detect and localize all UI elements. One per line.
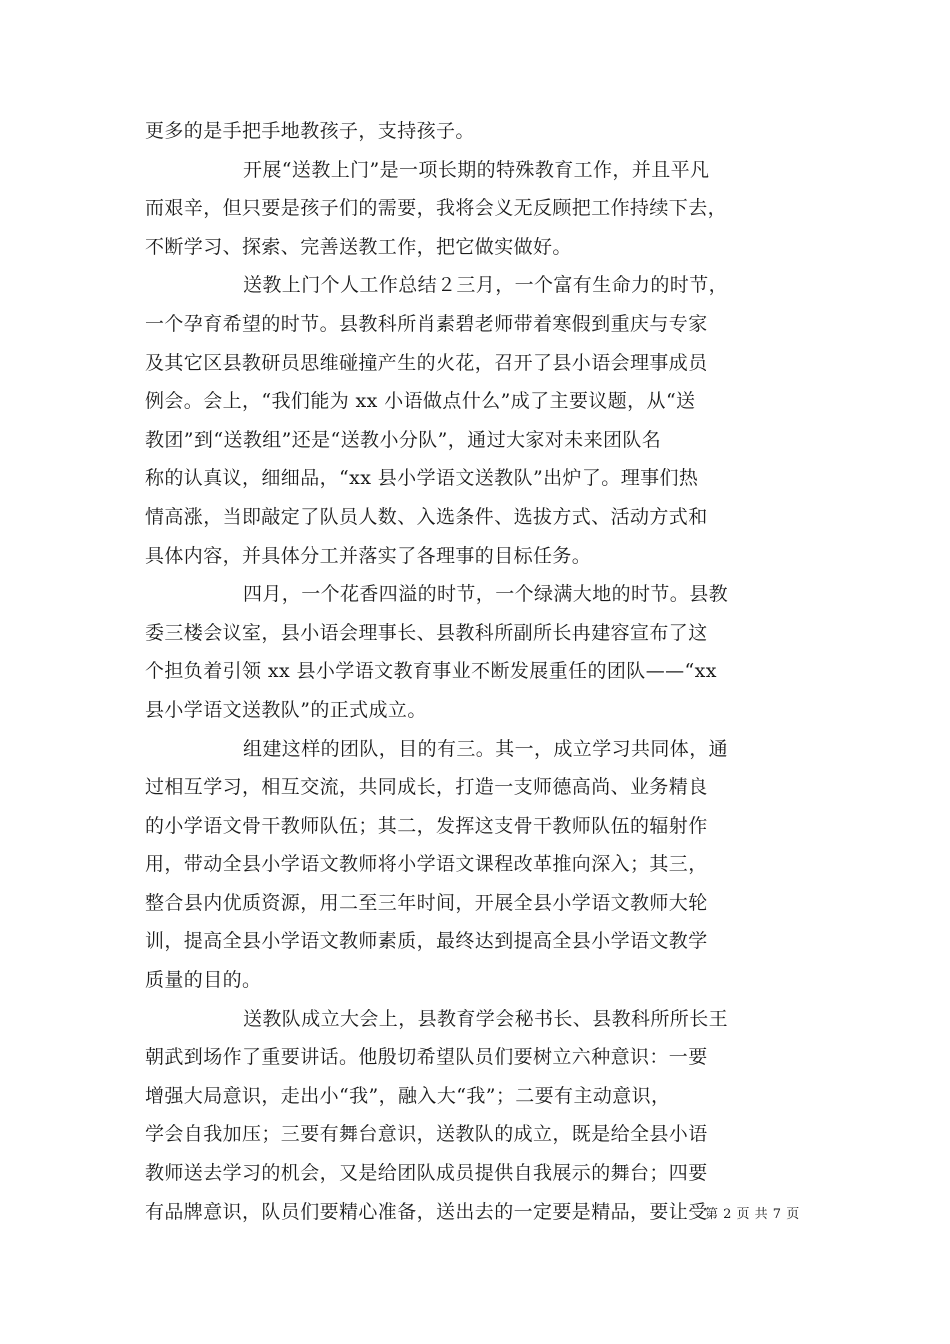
text-line: 过相互学习，相互交流，共同成长，打造一支师德高尚、业务精良 (145, 776, 708, 799)
document-body (145, 112, 810, 1231)
text-line: 及其它区县教研员思维碰撞产生的火花，召开了县小语会理事成员 (145, 351, 708, 374)
text-line: 增强大局意识，走出小“我”，融入大“我”；二要有主动意识， (145, 1084, 671, 1107)
text-line: 的小学语文骨干教师队伍；其二，发挥这支骨干教师队伍的辐射作 (145, 814, 708, 837)
paragraph-first-line: 四月，一个花香四溢的时节，一个绿满大地的时节。县教 (243, 583, 729, 606)
text-line: 个担负着引领 xx 县小学语文教育事业不断发展重任的团队——“xx (145, 660, 717, 683)
text-line: 有品牌意识，队员们要精心准备，送出去的一定要是精品，要让受 (145, 1200, 708, 1223)
text-line: 教师送去学习的机会，又是给团队成员提供自我展示的舞台；四要 (145, 1162, 708, 1185)
text-line: 例会。会上，“我们能为 xx 小语做点什么”成了主要议题，从“送 (145, 390, 696, 413)
text-line: 用，带动全县小学语文教师将小学语文课程改革推向深入；其三， (145, 853, 708, 876)
text-line: 而艰辛，但只要是孩子们的需要，我将会义无反顾把工作持续下去， (145, 197, 728, 220)
text-line: 学会自我加压；三要有舞台意识，送教队的成立，既是给全县小语 (145, 1123, 708, 1146)
text-line: 整合县内优质资源，用二至三年时间，开展全县小学语文教师大轮 (145, 891, 708, 914)
text-line: 教团”到“送教组”还是“送教小分队”，通过大家对未来团队名 (145, 428, 662, 451)
paragraph-first-line: 开展“送教上门”是一项长期的特殊教育工作，并且平凡 (243, 158, 710, 181)
text-line: 一个孕育希望的时节。县教科所肖素碧老师带着寒假到重庆与专家 (145, 312, 708, 335)
paragraph-first-line: 送教队成立大会上，县教育学会秘书长、县教科所所长王 (243, 1007, 729, 1030)
paragraph-first-line: 送教上门个人工作总结２三月，一个富有生命力的时节， (243, 274, 729, 297)
text-line: 质量的目的。 (145, 969, 262, 992)
page-number: 第 2 页 共 7 页 (705, 1207, 800, 1222)
text-line: 不断学习、探索、完善送教工作，把它做实做好。 (145, 235, 572, 258)
text-line: 县小学语文送教队”的正式成立。 (145, 698, 427, 721)
text-line: 朝武到场作了重要讲话。他殷切希望队员们要树立六种意识：一要 (145, 1046, 708, 1069)
text-line: 情高涨，当即敲定了队员人数、入选条件、选拔方式、活动方式和 (145, 505, 708, 528)
text-line: 具体内容，并具体分工并落实了各理事的目标任务。 (145, 544, 592, 567)
text-line: 委三楼会议室，县小语会理事长、县教科所副所长冉建容宣布了这 (145, 621, 708, 644)
text-line: 称的认真议，细细品，“xx 县小学语文送教队”出炉了。理事们热 (145, 467, 699, 490)
text-line: 训，提高全县小学语文教师素质，最终达到提高全县小学语文教学 (145, 930, 708, 953)
text-line: 更多的是手把手地教孩子，支持孩子。 (145, 120, 475, 142)
paragraph-first-line: 组建这样的团队，目的有三。其一，成立学习共同体，通 (243, 737, 729, 760)
